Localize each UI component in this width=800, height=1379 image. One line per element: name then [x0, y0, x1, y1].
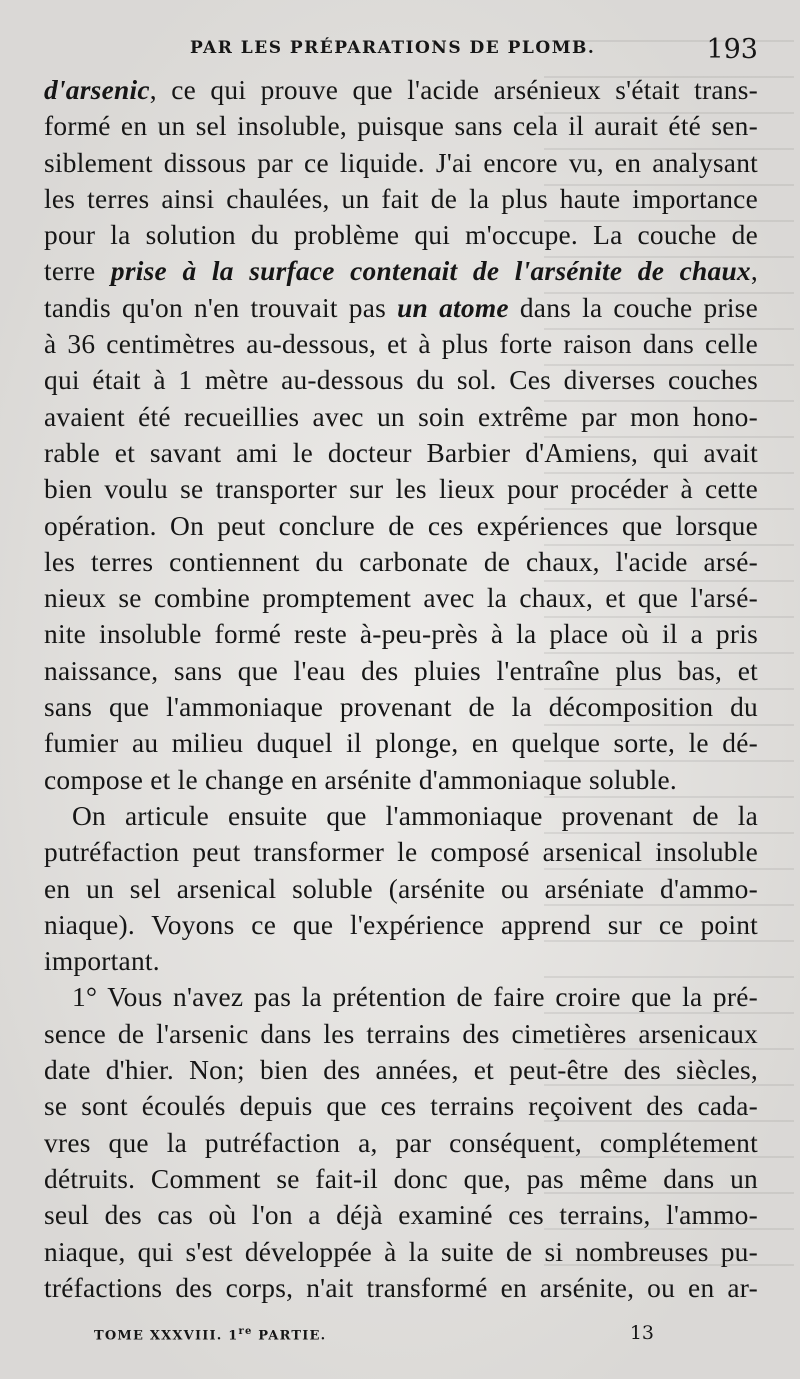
text-line: pour la solution du problème qui m'occupe. La couche de [44, 220, 758, 251]
body-text [44, 72, 758, 1306]
text-line: niaque, qui s'est développée à la suite de si nombreuses pu- [44, 1236, 758, 1267]
text-line: niaque). Voyons ce que l'expérience apprend sur ce point [44, 909, 758, 940]
text-line: opération. On peut conclure de ces expériences que lorsque [44, 510, 758, 541]
text-line [44, 290, 758, 326]
text-line: vres que la putréfaction a, par conséquent, complétement [44, 1127, 758, 1158]
text-line: date d'hier. Non; bien des années, et peut-être des siècles, [44, 1055, 758, 1086]
italic-emphasis: d'arsenic [44, 75, 150, 105]
text-line [44, 253, 758, 289]
text-line: seul des cas où l'on a déjà examiné ces terrains, l'ammo- [44, 1200, 758, 1231]
text-segment: terre [44, 256, 111, 287]
sheet-number: 13 [629, 1322, 654, 1344]
italic-emphasis: un atome [397, 292, 509, 323]
signature-superscript: re [238, 1326, 253, 1337]
text-segment: , [750, 256, 758, 287]
text-line: On articule ensuite que l'ammoniaque provenant de la [72, 800, 758, 831]
text-line: nieux se combine promptement avec la chaux, et que l'arsé- [44, 583, 758, 614]
text-segment: dans la couche prise [508, 292, 758, 323]
page-footer [94, 1322, 654, 1352]
text-line: avaient été recueillies avec un soin extrême par mon hono- [44, 401, 758, 432]
text-line: nite insoluble formé reste à-peu-près à la place où il a pris [44, 619, 758, 650]
text-line: sence de l'arsenic dans les terrains des cimetières arsenicaux [44, 1018, 758, 1049]
text-line: bien voulu se transporter sur les lieux pour procéder à cette [44, 474, 758, 505]
text-line: naissance, sans que l'eau des pluies l'entraîne plus bas, et [44, 655, 758, 686]
text-segment: , ce qui prouve que l'acide arsénieux s'était trans- [149, 75, 758, 105]
page-number: 193 [706, 34, 758, 65]
text-line: à 36 centimètres au-dessous, et à plus forte raison dans celle [44, 329, 758, 360]
text-line: se sont écoulés depuis que ces terrains reçoivent des cada- [44, 1091, 758, 1122]
text-line: sans que l'ammoniaque provenant de la décomposition du [44, 692, 758, 723]
text-line: siblement dissous par ce liquide. J'ai encore vu, en analysant [44, 147, 758, 178]
text-line: tréfactions des corps, n'ait transformé en arsénite, ou en ar- [44, 1272, 758, 1303]
text-line: 1° Vous n'avez pas la prétention de faire croire que la pré- [72, 982, 758, 1013]
text-segment: tandis qu'on n'en trouvait pas [44, 292, 398, 323]
text-line: qui était à 1 mètre au-dessous du sol. Ces diverses couches [44, 365, 758, 396]
text-line [44, 72, 758, 108]
text-line: compose et le change en arsénite d'ammoniaque soluble. [44, 764, 677, 795]
text-line: important. [44, 946, 160, 977]
text-line: rable et savant ami le docteur Barbier d'Amiens, qui avait [44, 437, 758, 468]
text-line: les terres contiennent du carbonate de chaux, l'acide arsé- [44, 546, 758, 577]
signature-tail: PARTIE. [252, 1328, 327, 1344]
text-line: les terres ainsi chaulées, un fait de la plus haute importance [44, 183, 758, 214]
text-line: détruits. Comment se fait-il donc que, pas même dans un [44, 1163, 758, 1194]
italic-emphasis: prise à la surface contenait de l'arsénite de chaux [110, 256, 751, 287]
text-line: en un sel arsenical soluble (arsénite ou arséniate d'ammo- [44, 873, 758, 904]
printer-signature-mark [94, 1326, 326, 1343]
text-line: formé en un sel insoluble, puisque sans cela il aurait été sen- [44, 111, 758, 142]
page-header [44, 34, 758, 74]
signature-main: TOME XXXVIII. 1 [94, 1328, 239, 1344]
text-line: fumier au milieu duquel il plonge, en quelque sorte, le dé- [44, 728, 758, 759]
text-line: putréfaction peut transformer le composé arsenical insoluble [44, 837, 758, 868]
running-head: PAR LES PRÉPARATIONS DE PLOMB. [190, 38, 596, 58]
